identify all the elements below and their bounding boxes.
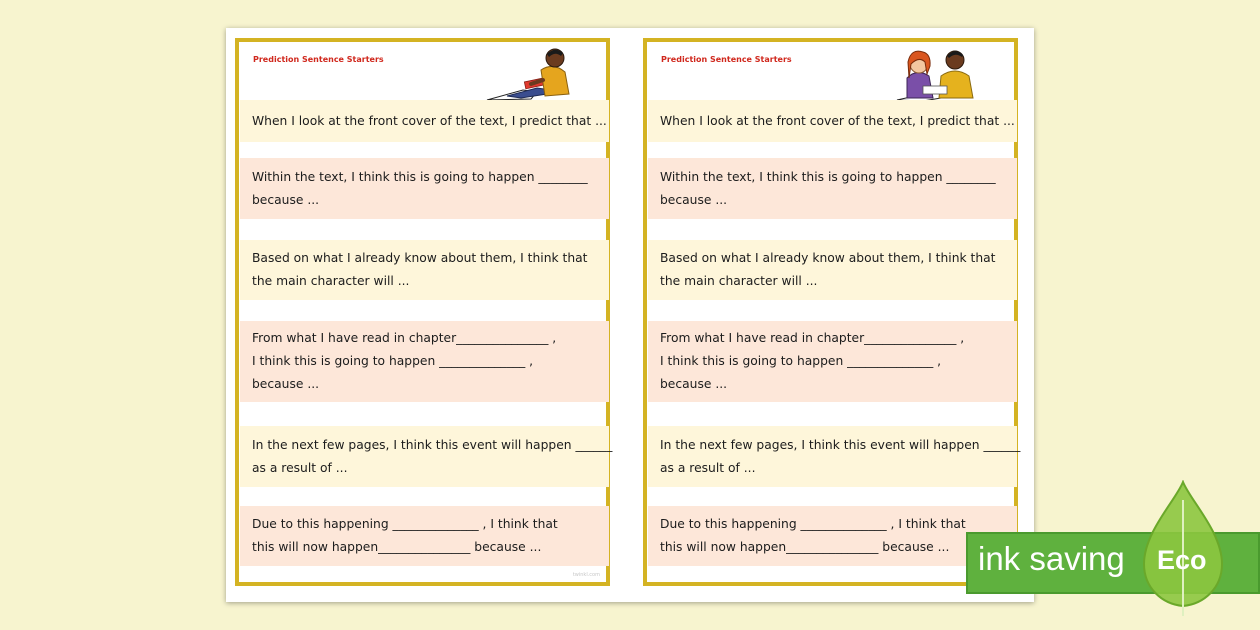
prompt-row (648, 426, 1021, 487)
prompt-text: because ... (252, 377, 320, 391)
prompt-text: Due to this happening ______________ , I think that (660, 517, 966, 531)
worksheet-page (226, 28, 1034, 602)
prompt-row (240, 321, 609, 402)
prompt-text: In the next few pages, I think this event will happen ______ (252, 437, 613, 452)
prompt-text: When I look at the front cover of the text, I predict that ... (252, 113, 607, 128)
prompt-text: In the next few pages, I think this event will happen ______ (660, 437, 1021, 452)
prediction-card-left (235, 38, 613, 586)
prompt-text: the main character will ... (660, 274, 818, 288)
prompt-text: because ... (660, 192, 728, 207)
prompt-text: From what I have read in chapter_______________ , (252, 331, 557, 345)
prompt-row (648, 158, 1017, 219)
prompt-text: Within the text, I think this is going to happen ________ (252, 169, 588, 184)
prompt-text: because ... (660, 377, 728, 391)
prompt-text: When I look at the front cover of the text, I predict that ... (660, 113, 1015, 128)
prompt-row (240, 100, 609, 142)
prompt-text: as a result of ... (660, 460, 756, 475)
reading-child-illustration (481, 44, 581, 102)
card-title: Prediction Sentence Starters (661, 55, 792, 64)
reading-children-illustration (893, 44, 997, 102)
prompt-text: Based on what I already know about them, I think that (252, 251, 588, 265)
prompt-row (240, 158, 609, 219)
prompt-row (240, 240, 609, 300)
watermark: twinkl.com (572, 572, 600, 578)
eco-label: Eco (1157, 545, 1207, 575)
prompt-row (648, 506, 1017, 566)
prompt-text: Based on what I already know about them, I think that (660, 251, 996, 265)
prompt-text: I think this is going to happen ______________ , (252, 354, 534, 368)
prompt-text: the main character will ... (252, 274, 410, 288)
prompt-row (240, 426, 613, 487)
card-title: Prediction Sentence Starters (253, 55, 384, 64)
prompt-text: because ... (252, 192, 320, 207)
prompt-text: From what I have read in chapter_______________ , (660, 331, 965, 345)
prompt-row (240, 506, 609, 566)
ink-saving-text: ink saving (978, 540, 1125, 577)
prompt-text: this will now happen_______________ because ... (252, 540, 542, 554)
prediction-card-right (643, 38, 1021, 586)
prompt-text: this will now happen_______________ because ... (660, 540, 950, 554)
prompt-row (648, 100, 1017, 142)
prompt-row (648, 240, 1017, 300)
prompt-text: as a result of ... (252, 460, 348, 475)
prompt-text: Within the text, I think this is going to happen ________ (660, 169, 996, 184)
prompt-row (648, 321, 1017, 402)
prompt-text: Due to this happening ______________ , I think that (252, 517, 558, 531)
prompt-text: I think this is going to happen ______________ , (660, 354, 942, 368)
